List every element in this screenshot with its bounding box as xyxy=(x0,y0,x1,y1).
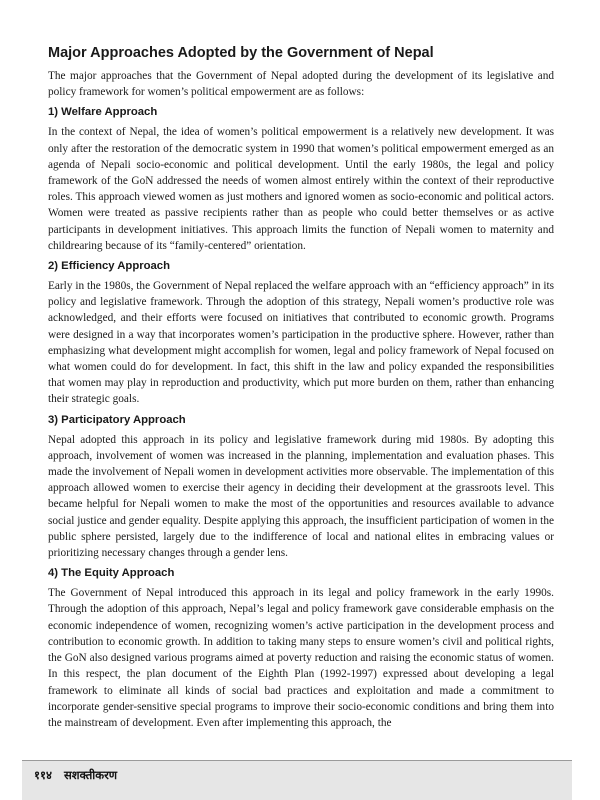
section-heading-participatory: 3) Participatory Approach xyxy=(48,413,186,426)
intro-paragraph: The major approaches that the Government of Nepal adopted during the development of its legislative and policy framework for women’s political empowerment are as follows: xyxy=(48,70,554,99)
page-title: Major Approaches Adopted by the Government of Nepal xyxy=(48,45,434,61)
section-body-welfare: In the context of Nepal, the idea of women’s political empowerment is a relatively new development. It was only after the restoration of the democratic system in 1990 that women’s political empowerment emerged as an agenda of Nepali socio-economic and political development. Until the early 1980s, the legal and policy framework of the GoN addressed the needs of women almost entirely within the context of their reproductive roles. This approach viewed women as just mothers and ignored women as socio-economic and political actors. Women were treated as passive recipients rather than as people who could better themselves or as active participants in development initiatives. This approach limits the function of Nepali women to maternity and childrearing because of its “family-centered” orientation. xyxy=(48,126,554,252)
section-heading-equity: 4) The Equity Approach xyxy=(48,567,175,580)
section-heading-welfare: 1) Welfare Approach xyxy=(48,106,158,119)
footer-divider xyxy=(22,760,572,761)
section-body-efficiency: Early in the 1980s, the Government of Nepal replaced the welfare approach with an “efficiency approach” in its policy and legislative framework. Through the adoption of this strategy, Nepali women’s productive role was acknowledged, and their efforts were focused on initiatives that contributed to economic growth. Programs were designed in a way that incorporates women’s participation in the productive sphere. However, rather than emphasizing what development might accomplish for women, legal and policy framework of Nepal focused on what women could do for development. In fact, this shift in the law and policy expanded the responsibilities that women may play in reproduction and productivity, which put more burden on them, rather than enhancing their strategic goals. xyxy=(48,280,554,406)
section-heading-efficiency: 2) Efficiency Approach xyxy=(48,260,170,273)
document-body xyxy=(48,44,554,735)
page-footer xyxy=(34,768,125,783)
section-body-participatory: Nepal adopted this approach in its policy and legislative framework during mid 1980s. By adopting this approach, involvement of women was increased in the planning, implementation and evaluation phases. This made the involvement of Nepali women in development activities more observable. The implementation of this approach allowed women to exercise their agency in deciding their development at the grassroots level. This became helpful for Nepali women to make the most of the opportunities and resources available to advance social justice and gender equality. Despite applying this approach, the insufficient participation of women in the public sphere persisted, largely due to the indifference of local and national elites in embracing values or prioritizing necessary changes through a gender lens. xyxy=(48,433,554,560)
section-body-equity: The Government of Nepal introduced this approach in its legal and policy framework in the early 1990s. Through the adoption of this approach, Nepal’s legal and policy framework gave considerable emphasis on the economic independence of women, recognizing women’s active participation in the development process and contribution to economic growth. In addition to taking many steps to ensure women’s civil and political rights, the GoN also designed various programs aimed at poverty reduction and raising the economic status of women. In this respect, the plan document of the Eighth Plan (1992-1997) expressed about developing a legal framework to eliminate all kinds of social bad practices and exploitation and made a commitment to incorporate gender-sensitive special programs to improve their socio-economic conditions and bring them into the mainstream of development. Even after implementing this approach, the xyxy=(48,587,554,729)
running-title: सशक्तीकरण xyxy=(63,768,118,782)
page-number: ११४ xyxy=(34,768,52,782)
